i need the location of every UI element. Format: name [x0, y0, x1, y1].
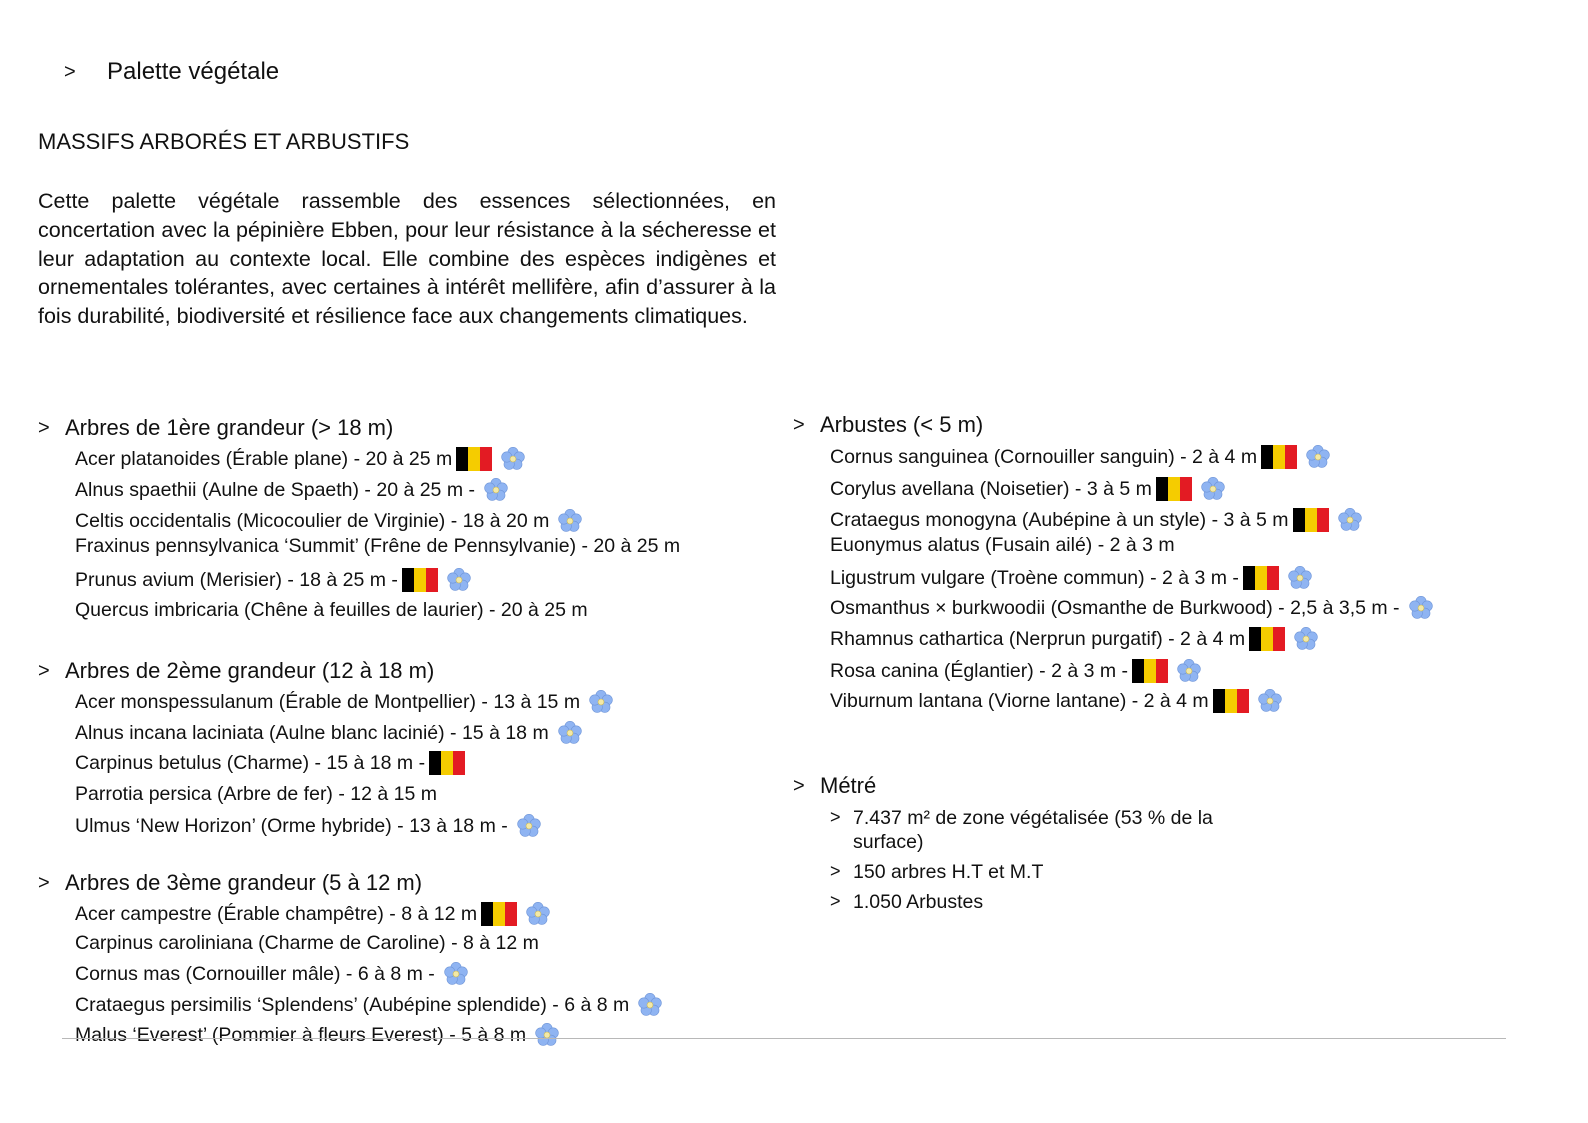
- belgian-flag-icon: [402, 568, 438, 592]
- group-chevron: >: [793, 414, 805, 436]
- belgian-flag-icon: [1132, 659, 1168, 683]
- plant-name: Rhamnus cathartica (Nerprun purgatif) - 2 à 4 m: [830, 627, 1246, 650]
- plant-item: [830, 565, 1313, 591]
- plant-name: Carpinus betulus (Charme) - 15 à 18 m -: [75, 751, 426, 774]
- plant-item: [75, 901, 551, 927]
- plant-item: [75, 446, 526, 472]
- blue-flower-icon: [516, 813, 542, 839]
- plant-item: [75, 535, 680, 558]
- group-chevron: >: [793, 775, 805, 797]
- group-title: Arbres de 1ère grandeur (> 18 m): [65, 415, 394, 440]
- blue-flower-icon: [1305, 444, 1331, 470]
- group-title: Arbres de 3ème grandeur (5 à 12 m): [65, 870, 423, 895]
- group-title: Arbustes (< 5 m): [820, 412, 984, 437]
- plant-item: [75, 992, 663, 1018]
- plant-item: [75, 720, 583, 746]
- blue-flower-icon: [483, 477, 509, 503]
- section-title: MASSIFS ARBORÉS ET ARBUSTIFS: [38, 129, 410, 154]
- plant-item: [830, 507, 1363, 533]
- belgian-flag-icon: [481, 902, 517, 926]
- blue-flower-icon: [534, 1022, 560, 1048]
- plant-name: Crataegus monogyna (Aubépine à un style) - 3 à 5 m: [830, 508, 1289, 531]
- plant-item: [75, 567, 472, 593]
- plant-name: Crataegus persimilis ‘Splendens’ (Aubépine splendide) - 6 à 8 m: [75, 993, 630, 1016]
- plant-name: Corylus avellana (Noisetier) - 3 à 5 m: [830, 477, 1152, 500]
- plant-item: [830, 595, 1434, 621]
- plant-name: Quercus imbricaria (Chêne à feuilles de laurier) - 20 à 25 m: [75, 599, 588, 621]
- plant-name: Fraxinus pennsylvanica ‘Summit’ (Frêne de Pennsylvanie) - 20 à 25 m: [75, 535, 681, 557]
- blue-flower-icon: [588, 689, 614, 715]
- group-chevron: >: [38, 417, 50, 439]
- plant-item: [75, 1022, 560, 1048]
- plant-name: Acer platanoides (Érable plane) - 20 à 25 m: [75, 447, 453, 470]
- blue-flower-icon: [1176, 658, 1202, 684]
- plant-name: Alnus incana laciniata (Aulne blanc lacinié) - 15 à 18 m: [75, 721, 549, 744]
- plant-name: Prunus avium (Merisier) - 18 à 25 m -: [75, 568, 398, 591]
- blue-flower-icon: [1408, 595, 1434, 621]
- metre-item-area: 7.437 m² de zone végétalisée (53 % de la surface): [853, 807, 1213, 853]
- group-chevron: >: [38, 660, 50, 682]
- bullet-chevron: >: [830, 891, 841, 911]
- belgian-flag-icon: [1261, 445, 1297, 469]
- blue-flower-icon: [1337, 507, 1363, 533]
- blue-flower-icon: [557, 508, 583, 534]
- plant-name: Osmanthus × burkwoodii (Osmanthe de Burkwood) - 2,5 à 3,5 m -: [830, 596, 1400, 619]
- plant-item: [75, 689, 614, 715]
- plant-item: [75, 477, 509, 503]
- belgian-flag-icon: [1249, 627, 1285, 651]
- plant-item: [830, 444, 1331, 470]
- footer-divider: [62, 1038, 1506, 1039]
- plant-name: Celtis occidentalis (Micocoulier de Virginie) - 18 à 20 m: [75, 509, 550, 532]
- blue-flower-icon: [1293, 626, 1319, 652]
- intro-paragraph: Cette palette végétale rassemble des essences sélectionnées, en concertation avec la pépinière Ebben, pour leur résistance à la sécheresse et leur adaptation au contexte local. Elle combine des espèces indigènes et ornementales tolérantes, avec certaines à intérêt mellifère, afin d’assurer à la fois durabilité, biodiversité et résilience face aux changements climatiques.: [38, 189, 776, 329]
- blue-flower-icon: [1257, 688, 1283, 714]
- plant-name: Malus ‘Everest’ (Pommier à fleurs Everest) - 5 à 8 m: [75, 1023, 527, 1046]
- blue-flower-icon: [1287, 565, 1313, 591]
- plant-name: Viburnum lantana (Viorne lantane) - 2 à 4 m: [830, 689, 1209, 712]
- plant-item: [830, 476, 1226, 502]
- blue-flower-icon: [637, 992, 663, 1018]
- plant-name: Acer monspessulanum (Érable de Montpellier) - 13 à 15 m: [75, 690, 581, 713]
- plant-name: Euonymus alatus (Fusain ailé) - 2 à 3 m: [830, 534, 1175, 556]
- header-chevron: >: [64, 61, 76, 83]
- bullet-chevron: >: [830, 861, 841, 881]
- blue-flower-icon: [500, 446, 526, 472]
- plant-item: [75, 783, 437, 806]
- blue-flower-icon: [557, 720, 583, 746]
- group-title: Arbres de 2ème grandeur (12 à 18 m): [65, 658, 435, 683]
- plant-item: [830, 658, 1202, 684]
- belgian-flag-icon: [1293, 508, 1329, 532]
- plant-item: [75, 932, 539, 955]
- plant-item: [75, 751, 465, 775]
- belgian-flag-icon: [1243, 566, 1279, 590]
- plant-item: [75, 813, 542, 839]
- plant-name: Ligustrum vulgare (Troène commun) - 2 à 3 m -: [830, 566, 1239, 589]
- plant-item: [830, 626, 1319, 652]
- belgian-flag-icon: [429, 751, 465, 775]
- belgian-flag-icon: [1213, 689, 1249, 713]
- plant-name: Ulmus ‘New Horizon’ (Orme hybride) - 13 à 18 m -: [75, 814, 508, 837]
- page-title: Palette végétale: [107, 58, 280, 85]
- plant-name: Rosa canina (Églantier) - 2 à 3 m -: [830, 659, 1129, 682]
- belgian-flag-icon: [1156, 477, 1192, 501]
- plant-item: [75, 599, 588, 622]
- plant-name: Cornus sanguinea (Cornouiller sanguin) - 2 à 4 m: [830, 445, 1258, 468]
- metre-item-trees: 150 arbres H.T et M.T: [853, 861, 1044, 883]
- plant-name: Cornus mas (Cornouiller mâle) - 6 à 8 m -: [75, 962, 435, 985]
- plant-item: [75, 961, 469, 987]
- plant-name: Alnus spaethii (Aulne de Spaeth) - 20 à 25 m -: [75, 478, 475, 501]
- plant-name: Carpinus caroliniana (Charme de Caroline) - 8 à 12 m: [75, 932, 539, 954]
- blue-flower-icon: [1200, 476, 1226, 502]
- blue-flower-icon: [443, 961, 469, 987]
- metre-title: Métré: [820, 773, 877, 798]
- plant-item: [75, 508, 583, 534]
- plant-name: Parrotia persica (Arbre de fer) - 12 à 15 m: [75, 783, 437, 805]
- plant-name: Acer campestre (Érable champêtre) - 8 à 12 m: [75, 902, 478, 925]
- metre-item-shrubs: 1.050 Arbustes: [853, 891, 984, 913]
- plant-item: [830, 688, 1283, 714]
- blue-flower-icon: [525, 901, 551, 927]
- group-chevron: >: [38, 872, 50, 894]
- belgian-flag-icon: [456, 447, 492, 471]
- blue-flower-icon: [446, 567, 472, 593]
- plant-item: [830, 534, 1175, 557]
- bullet-chevron: >: [830, 807, 841, 827]
